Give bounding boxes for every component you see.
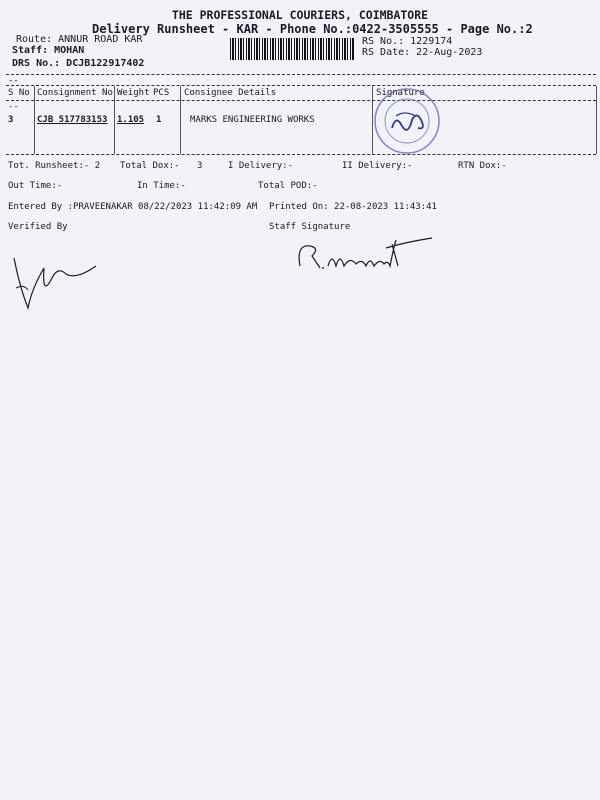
first-delivery: I Delivery:- — [228, 161, 294, 171]
drs-number: DRS No.: DCJB122917402 — [12, 58, 145, 69]
staff-label: Staff: MOHAN — [12, 45, 85, 56]
runsheet-subtitle: Delivery Runsheet - KAR - Phone No.:0422-3505555 - Page No.:2 — [92, 22, 533, 36]
divider — [6, 85, 596, 86]
row-consignment: CJB 517783153 — [37, 115, 108, 125]
company-stamp — [372, 86, 442, 156]
staff-signature-label: Staff Signature — [269, 222, 351, 232]
col-divider — [114, 86, 115, 154]
divider — [6, 74, 596, 75]
total-dox-value: 3 — [197, 161, 203, 171]
company-title: THE PROFESSIONAL COURIERS, COIMBATORE — [171, 8, 429, 22]
col-divider — [596, 86, 597, 154]
rs-number: RS No.: 1229174 — [362, 36, 453, 47]
col-header-consignment: Consignment No — [37, 88, 113, 98]
dash-mark: -- — [8, 76, 19, 86]
col-header-sno: S No — [8, 88, 30, 98]
divider — [6, 154, 596, 155]
barcode-image — [230, 38, 354, 60]
col-header-signature: Signature — [376, 88, 425, 98]
col-header-weight: Weight — [117, 88, 150, 98]
total-pod: Total POD:- — [258, 181, 318, 191]
total-runsheet: Tot. Runsheet:- 2 — [8, 161, 101, 171]
rtn-dox: RTN Dox:- — [458, 161, 507, 171]
route-label: Route: ANNUR ROAD KAR — [16, 34, 143, 45]
in-time: In Time:- — [137, 181, 186, 191]
row-weight: 1.105 — [117, 115, 145, 125]
out-time: Out Time:- — [8, 181, 63, 191]
row-consignee: MARKS ENGINEERING WORKS — [190, 115, 315, 125]
rs-date: RS Date: 22-Aug-2023 — [362, 47, 483, 58]
verifier-signature — [6, 238, 106, 318]
total-dox: Total Dox:- — [120, 161, 180, 171]
printed-on: Printed On: 22-08-2023 11:43:41 — [269, 202, 437, 212]
col-divider — [34, 86, 35, 154]
col-header-pcs: PCS — [153, 88, 170, 98]
staff-signature — [292, 228, 442, 278]
verified-by-label: Verified By — [8, 222, 68, 232]
row-sno: 3 — [8, 115, 14, 125]
col-divider — [180, 86, 181, 154]
divider — [6, 100, 596, 101]
second-delivery: II Delivery:- — [342, 161, 413, 171]
dash-mark: -- — [8, 102, 19, 112]
col-header-consignee: Consignee Details — [184, 88, 277, 98]
row-pcs: 1 — [156, 115, 162, 125]
entered-by: Entered By :PRAVEENAKAR 08/22/2023 11:42:09 AM — [8, 202, 258, 212]
